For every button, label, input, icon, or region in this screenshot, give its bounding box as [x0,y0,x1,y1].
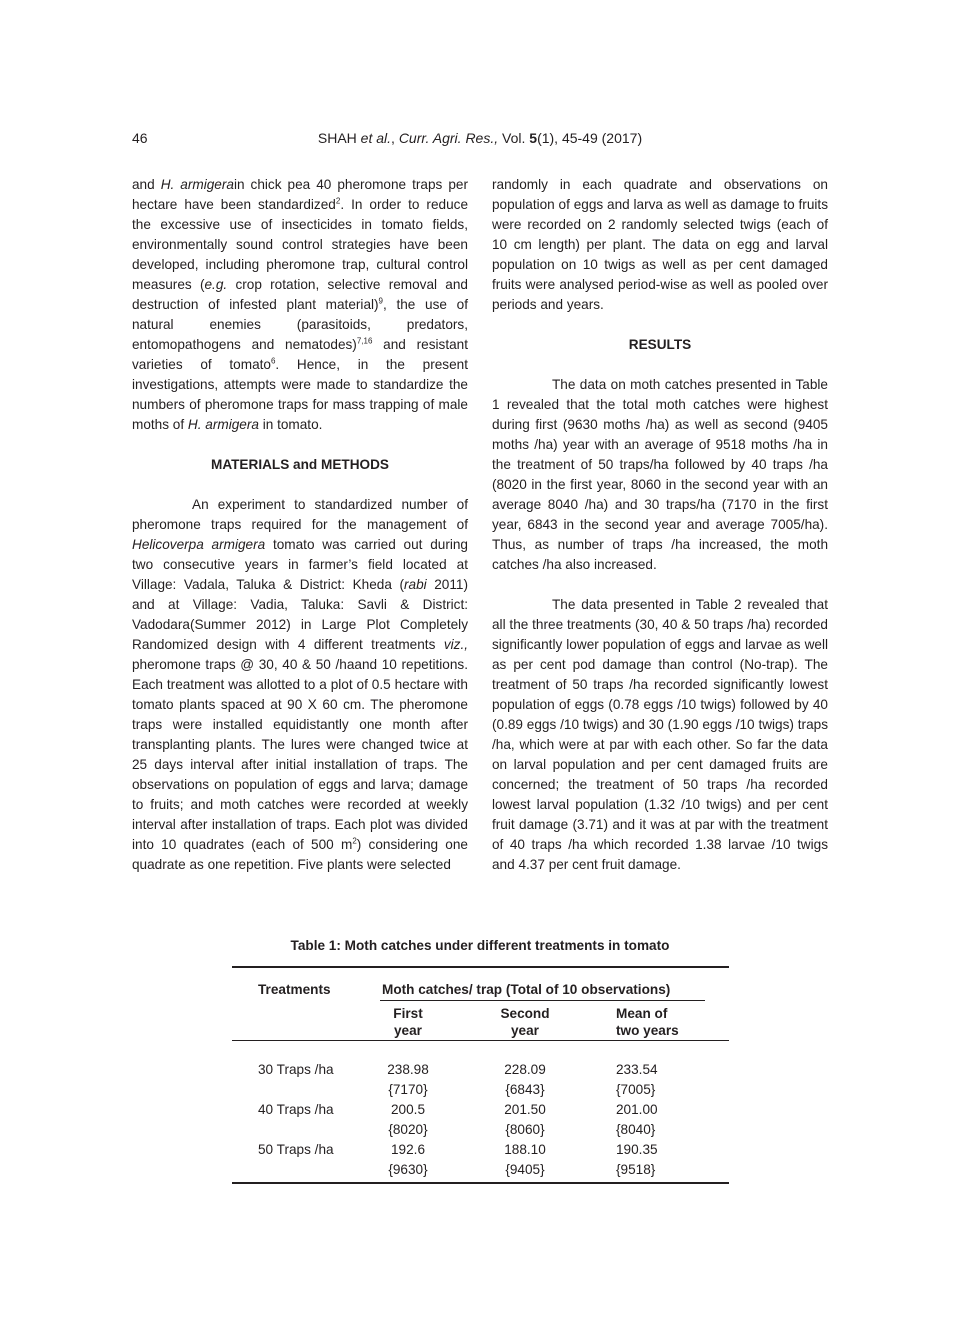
table-bottom-rule [232,1182,729,1184]
citation-sep: , [391,130,395,146]
table-cell: 190.35 [616,1142,658,1157]
methods-continued-paragraph: randomly in each quadrate and observations on population of eggs and larva as well as damage to fruits were recorded on 2 randomly selected twigs (each of 10 cm length) per plant. The data on egg and larval population on 10 twigs as well as per cent damaged fruits were analysed period-wise as well as pooled over periods and years. [492,177,828,312]
citation-rest: (1), 45-49 (2017) [537,130,643,146]
table-cell: {8020} [388,1122,428,1137]
citation-author: SHAH [317,130,357,146]
table-cell: 192.6 [390,1142,426,1157]
section-heading-results: RESULTS [628,337,692,352]
table-cell: {8040} [616,1122,656,1137]
methods-paragraph: An experiment to standardized number of pheromone traps required for the management of Helicoverpa armigera tomato was carried out during two consecutive years in farmer’s field located at Village: Vadala, Taluka & District: Kheda (rabi 2011) and at Village: Vadia, Taluka: Savli & District: Vadodara(Summer 2012) in Large Plot Completely Randomized design with 4 different treatments viz., pheromone traps @ 30, 40 & 50 /haand 10 repetitions. Each treatment was allotted to a plot of 0.5 hectare with tomato plants spaced at 90 X 60 cm. The pheromone traps were installed equidistantly one month after transplanting plants. The lures were changed twice at 25 days interval after initial installation of traps. The observations on population of eggs and larva; damage to fruits; and moth catches were recorded at weekly interval after installation of traps. Each plot was divided into 10 quadrates (each of 500 $m^2$) considering one quadrate as one repetition. Five plants were selected [132,497,468,872]
table-header-rule [232,1040,729,1041]
intro-paragraph: and H. armigerain chick pea 40 pheromone traps per hectare have been standardized$^2$. In order to reduce the excessive use of insecticides in tomato fields, environmentally sound control strategies have been developed, including pheromone trap, cultural control measures (e.g. crop rotation, selective removal and destruction of infested plant material)$^9$, the use of natural enemies (parasitoids, predators, entomopathogens and nematodes)$^{7,16}$ and resistant varieties of tomato$^6$. Hence, in the present investigations, attempts were made to standardize the numbers of pheromone traps for mass trapping of male moths of H. armigera in tomato. [132,177,469,432]
table-cell: {9405} [505,1162,545,1177]
citation-journal: Curr. Agri. Res., [398,130,499,146]
table-cell: {7170} [388,1082,428,1097]
table-cell: 238.98 [387,1062,429,1077]
table-row-treatment: 30 Traps /ha [258,1062,334,1077]
table-cell: 201.00 [616,1102,658,1117]
running-head [0,130,960,146]
header-first-year: First year [393,1006,423,1038]
citation-etal: et al. [360,130,392,146]
table-cell: {7005} [616,1082,656,1097]
table-top-rule [232,966,729,968]
citation-vol-label: Vol. [502,130,526,146]
page-number: 46 [132,130,148,146]
header-second-year: Second year [500,1006,550,1038]
right-column [492,175,828,875]
results-paragraph-2: The data presented in Table 2 revealed that all the three treatments (30, 40 & 50 traps /ha) recorded significantly lower population of eggs and larvae as well as per cent pod damage than control (No-trap). The treatment of 50 traps /ha recorded significantly lowest population of eggs (0.78 eggs /10 twigs) followed by 40 (0.89 eggs /10 twigs) and 30 (1.90 eggs /10 twigs) traps /ha, which were at par with each other. So far the data on larval population and per cent damaged fruits are concerned; the treatment of 50 traps /ha recorded lowest larval population (1.32 /10 twigs) and per cent fruit damage (3.71) and it was at par with the treatment of 40 traps /ha which recorded 1.38 larvae /10 twigs and 4.37 per cent fruit damage. [492,597,828,872]
table-cell: 228.09 [504,1062,546,1077]
left-column [132,175,468,875]
header-mean: Mean of two years [616,1006,679,1038]
table-cell: 233.54 [616,1062,658,1077]
table-cell: {6843} [505,1082,545,1097]
header-treatments: Treatments [258,982,331,997]
header-moth-catches: Moth catches/ trap (Total of 10 observations) [382,982,671,997]
section-heading-methods: MATERIALS and METHODS [211,457,389,472]
table-cell: 200.5 [390,1102,426,1117]
table-cell: {9518} [616,1162,656,1177]
table-row-treatment: 40 Traps /ha [258,1102,334,1117]
table-cell: {9630} [388,1162,428,1177]
results-paragraph-1: The data on moth catches presented in Table 1 revealed that the total moth catches were highest during first (9630 moths /ha) as well as second (9405 moths /ha) year with an average of 9518 moths /ha in the treatment of 50 traps/ha followed by 40 traps /ha (8020 in the first year, 8060 in the second year with an average 8040 /ha) and 30 traps/ha (7170 in the first year, 6843 in the second year and average 7005/ha). Thus, as number of traps /ha increased, the moth catches /ha also increased. [492,377,828,572]
table-cell: {8060} [505,1122,545,1137]
citation-volume: 5 [529,130,538,146]
table-cell: 188.10 [504,1142,546,1157]
table-caption: Table 1: Moth catches under different treatments in tomato [290,938,670,953]
table-row-treatment: 50 Traps /ha [258,1142,334,1157]
table-group-rule [380,1000,705,1001]
table-cell: 201.50 [504,1102,546,1117]
